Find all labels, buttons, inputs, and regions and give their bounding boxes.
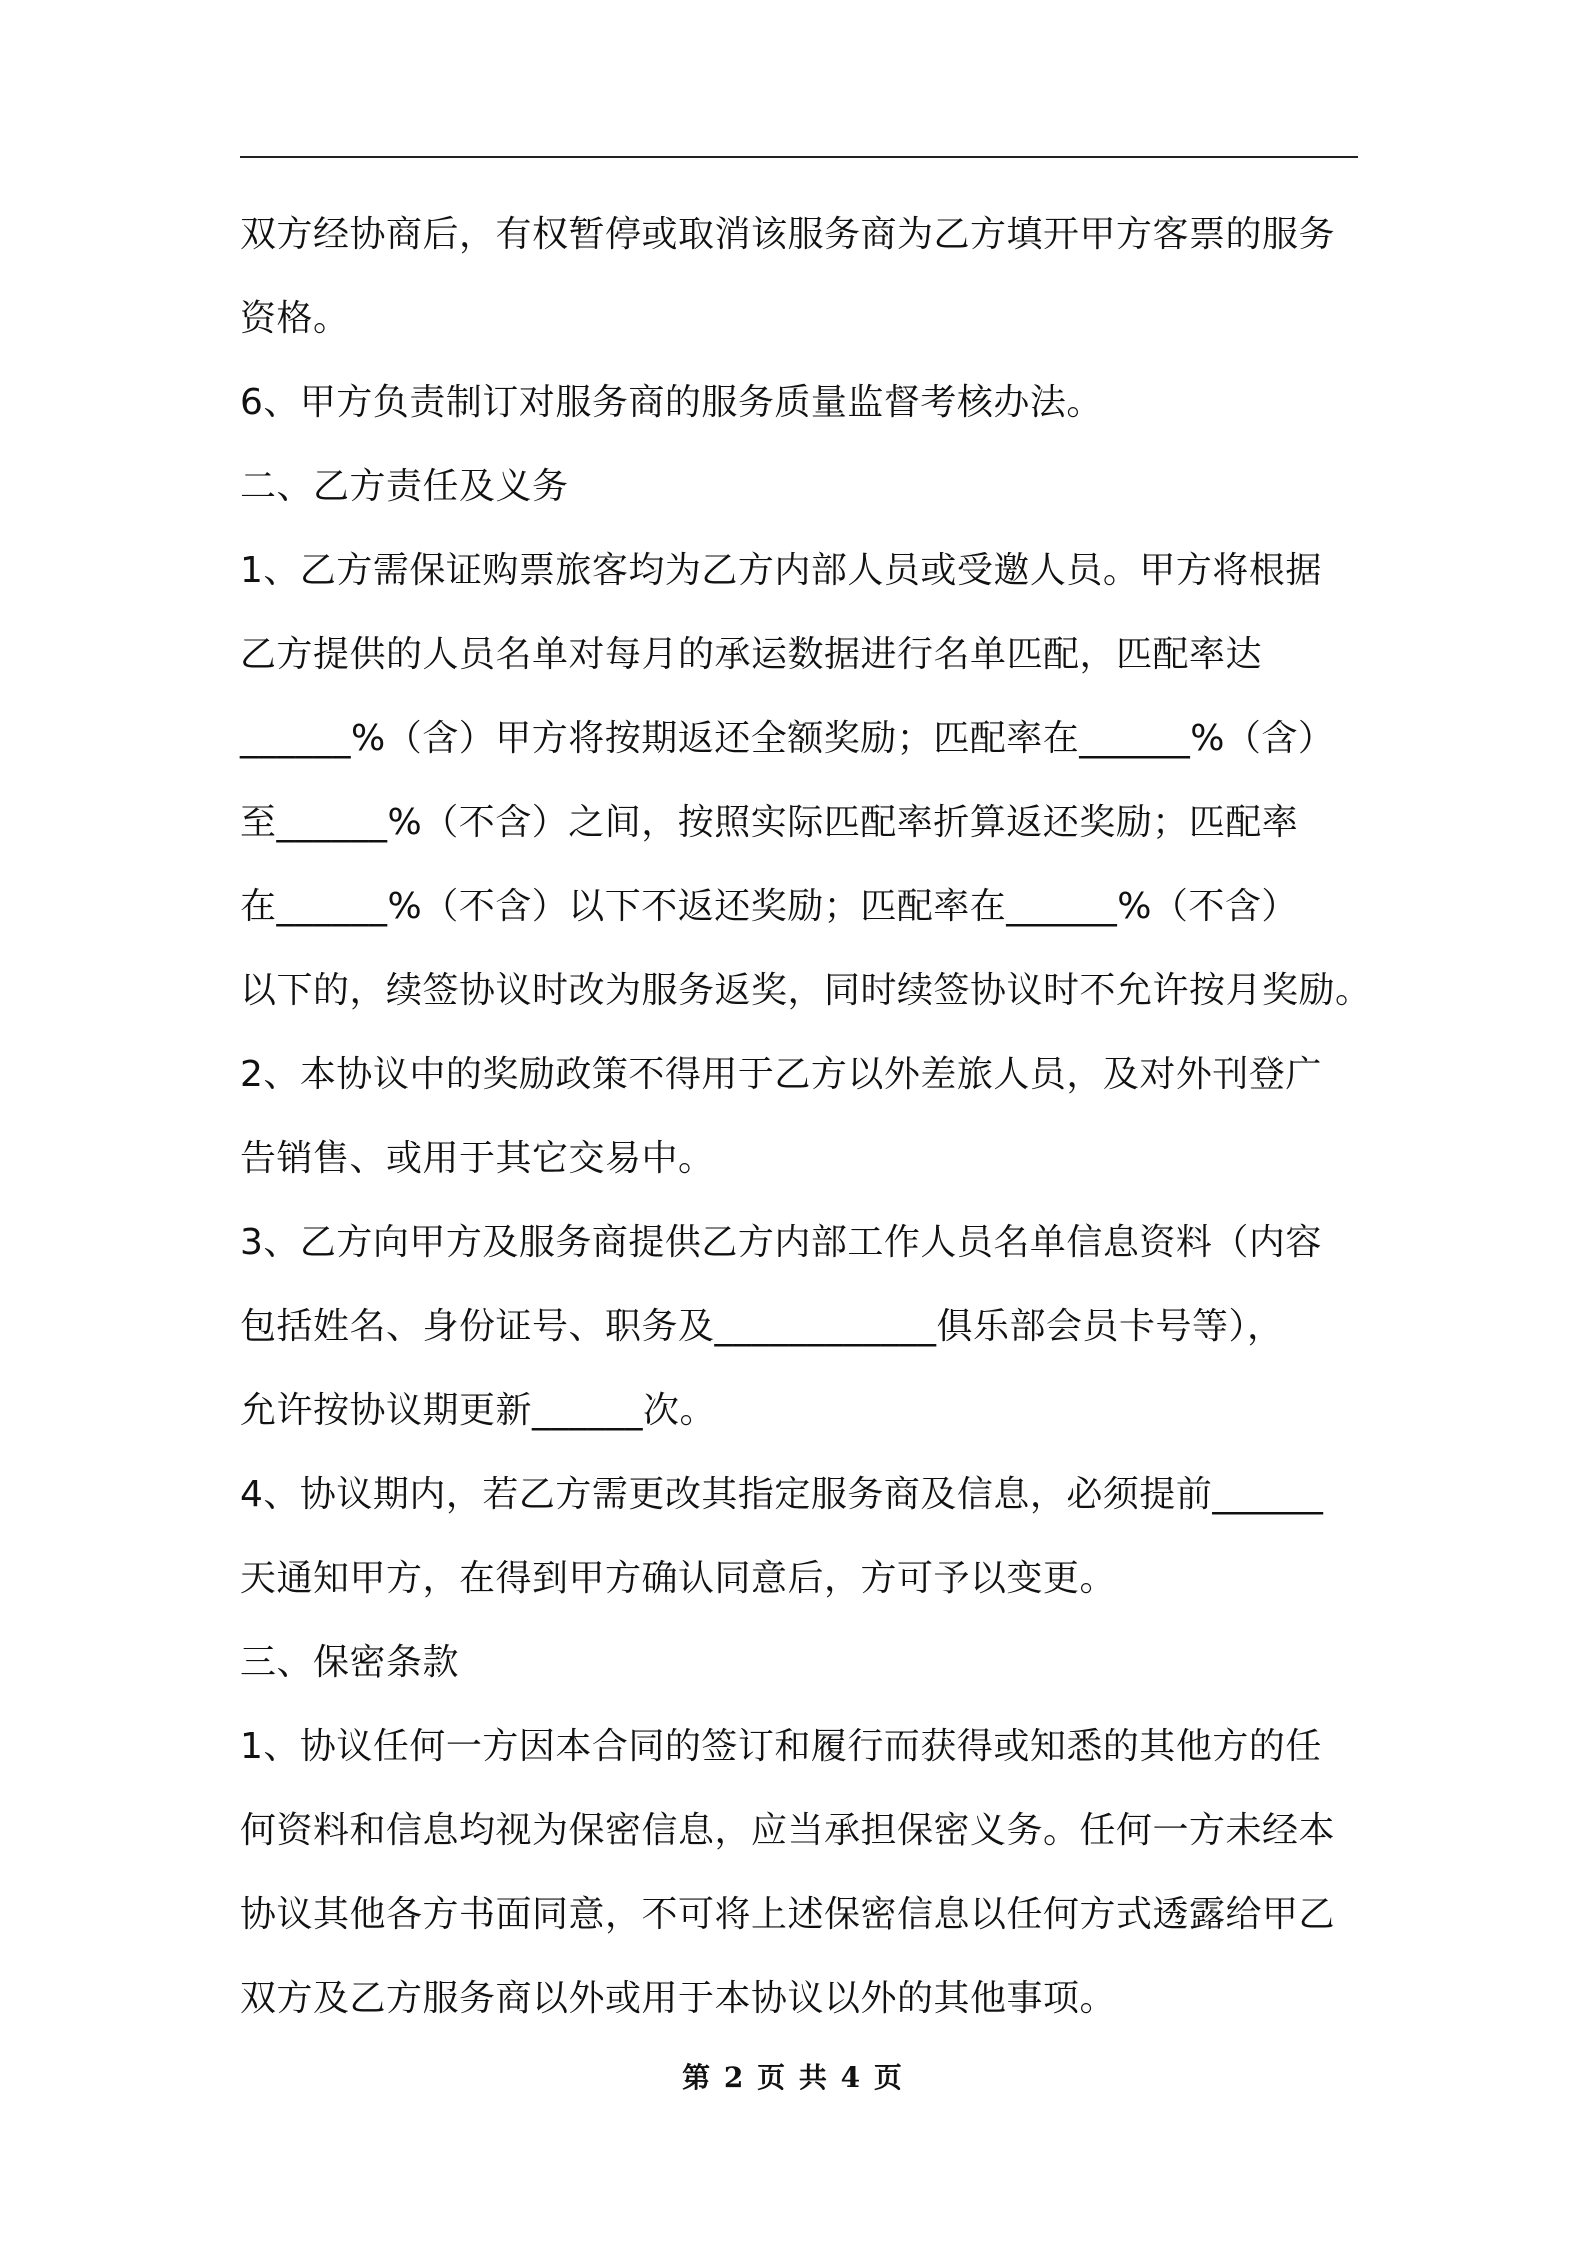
text-line: 1、乙方需保证购票旅客均为乙方内部人员或受邀人员。甲方将根据: [240, 550, 1322, 591]
document-body: [240, 193, 1372, 2041]
header-rule: [240, 156, 1358, 158]
text-line: 允许按协议期更新______次。: [240, 1390, 717, 1431]
text-line: 乙方提供的人员名单对每月的承运数据进行名单匹配，匹配率达: [240, 634, 1263, 675]
text-line: 双方经协商后，有权暂停或取消该服务商为乙方填开甲方客票的服务: [240, 214, 1336, 255]
text-line: 天通知甲方，在得到甲方确认同意后，方可予以变更。: [240, 1558, 1117, 1599]
text-line: 至______%（不含）之间，按照实际匹配率折算返还奖励；匹配率: [240, 802, 1299, 843]
text-line: 包括姓名、身份证号、职务及____________俱乐部会员卡号等），: [240, 1306, 1284, 1347]
text-line: 资格。: [240, 298, 350, 339]
text-line: 双方及乙方服务商以外或用于本协议以外的其他事项。: [240, 1978, 1117, 2019]
section-heading: 二、乙方责任及义务: [240, 466, 569, 507]
text-line: 何资料和信息均视为保密信息，应当承担保密义务。任何一方未经本: [240, 1810, 1336, 1851]
text-line: ______%（含）甲方将按期返还全额奖励；匹配率在______%（含）: [240, 718, 1335, 759]
section-heading: 三、保密条款: [240, 1642, 460, 1683]
page-number-footer: 第 2 页 共 4 页: [682, 2061, 904, 2094]
text-line: 4、协议期内，若乙方需更改其指定服务商及信息，必须提前______: [240, 1474, 1324, 1515]
text-line: 1、协议任何一方因本合同的签订和履行而获得或知悉的其他方的任: [240, 1726, 1322, 1767]
text-line: 告销售、或用于其它交易中。: [240, 1138, 715, 1179]
text-line: 协议其他各方书面同意，不可将上述保密信息以任何方式透露给甲乙: [240, 1894, 1336, 1935]
text-line: 2、本协议中的奖励政策不得用于乙方以外差旅人员，及对外刊登广: [240, 1054, 1322, 1095]
text-line: 在______%（不含）以下不返还奖励；匹配率在______%（不含）: [240, 886, 1298, 927]
text-line: 6、甲方负责制订对服务商的服务质量监督考核办法。: [240, 382, 1103, 423]
text-line: 以下的，续签协议时改为服务返奖，同时续签协议时不允许按月奖励。: [240, 970, 1372, 1011]
text-line: 3、乙方向甲方及服务商提供乙方内部工作人员名单信息资料（内容: [240, 1222, 1322, 1263]
